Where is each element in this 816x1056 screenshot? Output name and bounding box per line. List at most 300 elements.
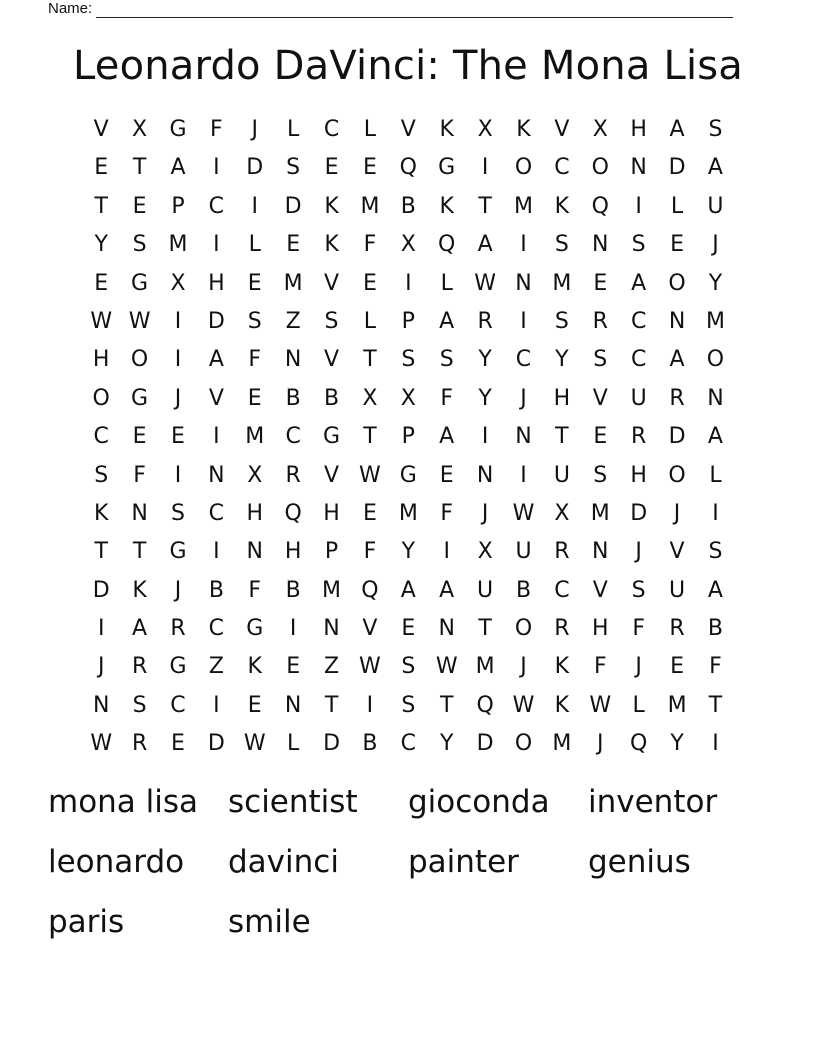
grid-cell[interactable]: G: [169, 539, 187, 565]
grid-cell[interactable]: A: [631, 270, 647, 296]
grid-cell[interactable]: C: [630, 308, 647, 334]
grid-cell[interactable]: M: [552, 270, 572, 296]
grid-cell[interactable]: M: [360, 193, 380, 219]
grid-cell[interactable]: D: [284, 193, 302, 219]
grid-cell[interactable]: J: [481, 500, 489, 526]
grid-cell[interactable]: K: [324, 232, 339, 258]
grid-cell[interactable]: S: [593, 462, 608, 488]
word-bank-item: paris: [48, 904, 125, 940]
grid-cell[interactable]: G: [246, 616, 264, 642]
grid-cell[interactable]: E: [670, 654, 684, 680]
grid-cell[interactable]: Z: [324, 654, 340, 680]
grid-cell[interactable]: T: [708, 692, 723, 718]
grid-cell[interactable]: I: [213, 155, 220, 181]
grid-cell[interactable]: A: [707, 424, 723, 450]
grid-cell[interactable]: I: [712, 500, 719, 526]
grid-cell[interactable]: S: [554, 232, 569, 258]
grid-cell[interactable]: Z: [208, 654, 224, 680]
grid-cell[interactable]: D: [207, 731, 225, 757]
grid-cell[interactable]: Q: [438, 232, 456, 258]
grid-cell[interactable]: R: [131, 731, 148, 757]
word-bank-item: painter: [408, 844, 519, 880]
grid-cell[interactable]: W: [243, 731, 266, 757]
grid-cell[interactable]: S: [286, 155, 301, 181]
grid-cell[interactable]: V: [208, 385, 224, 411]
grid-cell[interactable]: J: [174, 385, 182, 411]
grid-cell[interactable]: W: [90, 731, 113, 757]
grid-cell[interactable]: N: [92, 692, 110, 718]
grid-cell[interactable]: C: [208, 193, 225, 219]
grid-cell[interactable]: G: [131, 385, 149, 411]
grid-cell[interactable]: A: [707, 577, 723, 603]
grid-cell[interactable]: S: [324, 308, 339, 334]
grid-cell[interactable]: L: [287, 117, 300, 142]
grid-cell[interactable]: J: [597, 731, 604, 757]
grid-cell[interactable]: E: [247, 385, 262, 411]
grid-cell[interactable]: U: [707, 193, 724, 219]
grid-cell[interactable]: D: [323, 731, 341, 757]
grid-cell[interactable]: L: [248, 232, 261, 258]
grid-cell[interactable]: X: [132, 117, 148, 142]
grid-cell[interactable]: X: [554, 500, 570, 526]
grid-cell[interactable]: M: [514, 193, 533, 219]
grid-cell[interactable]: E: [94, 155, 109, 181]
grid-cell[interactable]: H: [630, 462, 647, 488]
grid-cell[interactable]: L: [287, 731, 300, 757]
grid-cell[interactable]: K: [324, 193, 339, 219]
grid-cell[interactable]: U: [477, 577, 494, 603]
grid-cell[interactable]: D: [668, 155, 686, 181]
grid-cell[interactable]: H: [323, 500, 340, 526]
grid-cell[interactable]: J: [174, 577, 182, 603]
grid-cell[interactable]: C: [208, 616, 225, 642]
grid-cell[interactable]: M: [705, 308, 725, 334]
grid-cell[interactable]: V: [362, 616, 378, 642]
grid-cell[interactable]: M: [283, 270, 303, 296]
grid-cell[interactable]: E: [593, 270, 608, 296]
grid-cell[interactable]: A: [208, 347, 224, 373]
grid-cell[interactable]: S: [94, 462, 109, 488]
grid-cell[interactable]: E: [247, 692, 262, 718]
grid-cell[interactable]: T: [363, 347, 377, 373]
grid-row: [82, 687, 735, 725]
grid-cell[interactable]: O: [668, 270, 686, 296]
grid-cell[interactable]: C: [515, 347, 532, 373]
grid-cell[interactable]: J: [712, 232, 719, 258]
grid-cell[interactable]: Q: [476, 692, 494, 718]
grid-cell[interactable]: P: [401, 424, 415, 450]
grid-cell[interactable]: A: [669, 347, 685, 373]
grid-cell[interactable]: X: [170, 270, 186, 296]
grid-cell[interactable]: D: [207, 308, 225, 334]
grid-cell[interactable]: G: [169, 117, 187, 142]
grid-cell[interactable]: I: [289, 616, 297, 642]
grid-cell[interactable]: M: [168, 232, 188, 258]
grid-cell[interactable]: I: [174, 462, 182, 488]
grid-cell[interactable]: D: [246, 155, 264, 181]
grid-cell[interactable]: I: [213, 539, 220, 565]
grid-cell[interactable]: E: [286, 654, 301, 680]
grid-cell[interactable]: E: [362, 500, 377, 526]
grid-cell[interactable]: Q: [630, 731, 648, 757]
grid-cell[interactable]: F: [593, 654, 607, 680]
grid-cell[interactable]: L: [709, 462, 722, 488]
grid-cell[interactable]: S: [401, 692, 416, 718]
grid-cell[interactable]: O: [514, 731, 533, 757]
grid-cell[interactable]: H: [284, 539, 302, 565]
grid-cell[interactable]: S: [247, 308, 262, 334]
grid-cell[interactable]: Y: [670, 731, 684, 757]
grid-cell[interactable]: L: [363, 308, 377, 334]
grid-cell[interactable]: Q: [361, 577, 379, 603]
grid-cell[interactable]: V: [324, 462, 340, 488]
grid-cell[interactable]: E: [132, 193, 147, 219]
grid-cell[interactable]: W: [128, 308, 151, 334]
grid-cell[interactable]: N: [668, 308, 686, 334]
grid-cell[interactable]: U: [515, 539, 532, 565]
name-line[interactable]: [96, 3, 733, 18]
grid-cell[interactable]: I: [251, 193, 258, 219]
grid-cell[interactable]: O: [514, 616, 533, 642]
grid-cell[interactable]: B: [323, 385, 340, 411]
grid-cell[interactable]: B: [208, 577, 224, 603]
grid-cell[interactable]: E: [132, 424, 147, 450]
grid-cell[interactable]: V: [324, 270, 340, 296]
grid-cell[interactable]: Y: [478, 385, 492, 411]
grid-cell[interactable]: E: [247, 270, 262, 296]
grid-cell[interactable]: M: [590, 500, 610, 526]
grid-cell[interactable]: C: [93, 424, 109, 450]
grid-cell[interactable]: T: [94, 539, 108, 565]
grid-cell[interactable]: C: [630, 347, 647, 373]
grid-cell[interactable]: D: [630, 500, 648, 526]
grid-cell[interactable]: W: [512, 692, 535, 718]
grid-cell[interactable]: U: [630, 385, 647, 411]
grid-cell[interactable]: B: [362, 731, 378, 757]
grid-cell[interactable]: W: [589, 692, 612, 718]
grid-cell[interactable]: H: [246, 500, 264, 526]
grid-cell[interactable]: V: [669, 539, 685, 565]
grid-cell[interactable]: M: [475, 654, 495, 680]
grid-cell[interactable]: G: [438, 155, 456, 181]
grid-cell[interactable]: E: [286, 232, 301, 258]
grid-cell[interactable]: X: [362, 385, 378, 411]
grid-cell[interactable]: X: [247, 462, 263, 488]
grid-cell[interactable]: L: [440, 270, 453, 296]
grid-cell[interactable]: F: [210, 117, 223, 142]
grid-cell[interactable]: J: [635, 539, 642, 565]
grid-row: [82, 418, 735, 456]
grid-cell[interactable]: E: [593, 424, 608, 450]
grid-cell[interactable]: X: [592, 117, 608, 142]
grid-cell[interactable]: S: [631, 577, 646, 603]
grid-cell[interactable]: B: [515, 577, 532, 603]
grid-cell[interactable]: N: [515, 424, 532, 450]
grid-cell[interactable]: J: [520, 654, 527, 680]
grid-cell[interactable]: K: [554, 193, 570, 219]
grid-cell[interactable]: E: [439, 462, 454, 488]
grid-cell[interactable]: E: [94, 270, 109, 296]
grid-cell[interactable]: F: [133, 462, 146, 488]
grid-cell[interactable]: S: [401, 347, 416, 373]
grid-cell[interactable]: D: [668, 424, 686, 450]
grid-cell[interactable]: M: [667, 692, 687, 718]
grid-cell[interactable]: T: [132, 539, 147, 565]
grid-cell[interactable]: A: [439, 308, 455, 334]
grid-cell[interactable]: S: [708, 539, 723, 565]
grid-cell[interactable]: I: [443, 539, 450, 565]
grid-cell[interactable]: U: [669, 577, 686, 603]
grid-cell[interactable]: X: [400, 385, 416, 411]
word-bank-item: smile: [228, 904, 311, 940]
grid-cell[interactable]: X: [477, 117, 493, 142]
grid-cell[interactable]: U: [553, 462, 570, 488]
grid-cell[interactable]: E: [362, 270, 377, 296]
grid-cell[interactable]: C: [554, 577, 570, 603]
grid-cell[interactable]: W: [474, 270, 496, 296]
grid-cell[interactable]: A: [132, 616, 148, 642]
grid-row: [82, 495, 735, 533]
grid-cell[interactable]: K: [439, 193, 454, 219]
grid-cell[interactable]: V: [592, 577, 608, 603]
grid-cell[interactable]: A: [669, 117, 685, 142]
grid-cell[interactable]: Y: [478, 347, 492, 373]
grid-cell[interactable]: T: [478, 193, 492, 219]
grid-cell[interactable]: Z: [285, 308, 301, 334]
grid-cell[interactable]: V: [400, 117, 416, 142]
grid-cell[interactable]: O: [668, 462, 686, 488]
grid-cell[interactable]: I: [520, 232, 527, 258]
grid-cell[interactable]: D: [476, 731, 494, 757]
grid-cell[interactable]: I: [712, 731, 719, 757]
grid-cell[interactable]: I: [366, 692, 374, 718]
grid-cell[interactable]: S: [170, 500, 185, 526]
grid-cell[interactable]: O: [591, 155, 609, 181]
grid-cell[interactable]: J: [673, 500, 681, 526]
grid-cell[interactable]: I: [213, 692, 220, 718]
grid-cell[interactable]: B: [707, 616, 723, 642]
grid-cell[interactable]: M: [552, 731, 572, 757]
grid-cell[interactable]: S: [132, 692, 147, 718]
grid-cell[interactable]: M: [322, 577, 342, 603]
grid-cell[interactable]: R: [631, 424, 647, 450]
grid-cell[interactable]: I: [520, 462, 527, 488]
grid-cell[interactable]: I: [481, 424, 489, 450]
grid-row: [82, 380, 735, 418]
grid-cell[interactable]: F: [440, 385, 454, 411]
grid-cell[interactable]: T: [324, 692, 339, 718]
grid-cell[interactable]: G: [169, 654, 187, 680]
grid-cell[interactable]: M: [398, 500, 418, 526]
grid-cell[interactable]: R: [669, 385, 685, 411]
grid-cell[interactable]: R: [477, 308, 493, 334]
grid-cell[interactable]: I: [213, 232, 220, 258]
grid-cell[interactable]: C: [554, 155, 570, 181]
grid-cell[interactable]: R: [285, 462, 301, 488]
grid-cell[interactable]: O: [514, 155, 533, 181]
grid-cell[interactable]: N: [592, 539, 609, 565]
grid-cell[interactable]: E: [362, 155, 377, 181]
grid-cell[interactable]: T: [94, 193, 108, 219]
grid-cell[interactable]: X: [400, 232, 416, 258]
word-bank-item: gioconda: [408, 784, 550, 820]
grid-cell[interactable]: Q: [591, 193, 609, 219]
grid-cell[interactable]: Y: [708, 270, 723, 296]
grid-cell[interactable]: C: [400, 731, 416, 757]
grid-cell[interactable]: S: [554, 308, 569, 334]
grid-cell[interactable]: A: [439, 424, 455, 450]
grid-cell[interactable]: T: [555, 424, 569, 450]
grid-cell[interactable]: N: [438, 616, 455, 642]
grid-cell[interactable]: K: [516, 117, 531, 142]
grid-cell[interactable]: H: [92, 347, 110, 373]
grid-cell[interactable]: C: [285, 424, 301, 450]
grid-cell[interactable]: P: [401, 308, 415, 334]
grid-cell[interactable]: N: [630, 155, 647, 181]
grid-cell[interactable]: F: [632, 616, 645, 642]
grid-cell[interactable]: D: [92, 577, 110, 603]
grid-cell[interactable]: J: [251, 117, 258, 142]
grid-cell[interactable]: Y: [555, 347, 569, 373]
word-bank-item: mona lisa: [48, 784, 199, 820]
grid-cell[interactable]: I: [174, 308, 182, 334]
grid-cell[interactable]: F: [363, 539, 377, 565]
grid-cell[interactable]: J: [635, 654, 642, 680]
grid-cell[interactable]: H: [592, 616, 609, 642]
grid-cell[interactable]: S: [593, 347, 608, 373]
grid-cell[interactable]: O: [130, 347, 149, 373]
grid-cell[interactable]: G: [131, 270, 149, 296]
grid-cell[interactable]: S: [401, 654, 416, 680]
grid-cell[interactable]: N: [208, 462, 225, 488]
grid-cell[interactable]: V: [554, 117, 570, 142]
grid-cell[interactable]: P: [171, 193, 185, 219]
grid-cell[interactable]: R: [131, 654, 148, 680]
grid-cell[interactable]: T: [478, 616, 492, 642]
grid-cell[interactable]: T: [363, 424, 377, 450]
grid-cell[interactable]: W: [359, 654, 381, 680]
grid-cell[interactable]: T: [132, 155, 147, 181]
grid-cell[interactable]: R: [592, 308, 608, 334]
grid-cell[interactable]: I: [520, 308, 527, 334]
grid-cell[interactable]: W: [90, 308, 113, 334]
grid-cell[interactable]: K: [439, 117, 454, 142]
grid-cell[interactable]: F: [709, 654, 722, 680]
grid-cell[interactable]: Y: [94, 232, 108, 258]
grid-cell[interactable]: R: [669, 616, 685, 642]
grid-cell[interactable]: W: [435, 654, 458, 680]
grid-cell[interactable]: I: [481, 155, 489, 181]
grid-cell[interactable]: C: [208, 500, 225, 526]
grid-cell[interactable]: Q: [284, 500, 302, 526]
grid-cell[interactable]: T: [439, 692, 454, 718]
grid-cell[interactable]: S: [132, 232, 147, 258]
grid-cell[interactable]: W: [512, 500, 535, 526]
grid-cell[interactable]: O: [92, 385, 110, 411]
grid-cell[interactable]: R: [554, 616, 570, 642]
grid-cell[interactable]: J: [97, 654, 105, 680]
grid-cell[interactable]: H: [553, 385, 571, 411]
grid-cell[interactable]: P: [324, 539, 339, 565]
grid-cell[interactable]: G: [323, 424, 341, 450]
grid-cell[interactable]: R: [170, 616, 186, 642]
grid-cell[interactable]: A: [170, 155, 186, 181]
grid-cell[interactable]: N: [284, 692, 302, 718]
grid-cell[interactable]: A: [439, 577, 455, 603]
grid-cell[interactable]: N: [592, 232, 609, 258]
grid-cell[interactable]: F: [363, 232, 377, 258]
grid-cell[interactable]: N: [476, 462, 494, 488]
grid-cell[interactable]: F: [440, 500, 454, 526]
grid-cell[interactable]: A: [400, 577, 416, 603]
grid-cell[interactable]: Y: [439, 731, 454, 757]
word-bank-item: leonardo: [48, 844, 185, 880]
grid-cell[interactable]: B: [285, 385, 301, 411]
grid-cell[interactable]: A: [707, 155, 723, 181]
grid-cell[interactable]: B: [285, 577, 301, 603]
grid-cell[interactable]: I: [174, 347, 182, 373]
grid-cell[interactable]: L: [632, 692, 645, 718]
grid-cell[interactable]: K: [247, 654, 262, 680]
grid-cell[interactable]: W: [359, 462, 381, 488]
grid-cell[interactable]: Q: [399, 155, 417, 181]
grid-cell[interactable]: O: [706, 347, 725, 373]
grid-cell[interactable]: E: [401, 616, 416, 642]
grid-cell[interactable]: E: [171, 424, 185, 450]
grid-cell[interactable]: E: [171, 731, 185, 757]
grid-cell[interactable]: H: [208, 270, 225, 296]
grid-cell[interactable]: I: [213, 424, 220, 450]
grid-cell[interactable]: V: [324, 347, 340, 373]
grid-cell[interactable]: F: [248, 347, 262, 373]
grid-cell[interactable]: L: [670, 193, 684, 219]
grid-cell[interactable]: F: [248, 577, 262, 603]
grid-cell[interactable]: X: [477, 539, 493, 565]
grid-cell[interactable]: I: [635, 193, 642, 219]
grid-cell[interactable]: A: [477, 232, 493, 258]
grid-cell[interactable]: S: [439, 347, 454, 373]
grid-cell[interactable]: V: [93, 117, 109, 142]
grid-cell[interactable]: H: [630, 117, 647, 142]
grid-cell[interactable]: N: [246, 539, 263, 565]
grid-cell[interactable]: N: [323, 616, 340, 642]
grid-cell[interactable]: S: [631, 232, 646, 258]
grid-cell[interactable]: K: [93, 500, 109, 526]
grid-cell[interactable]: E: [324, 155, 339, 181]
grid-cell[interactable]: E: [670, 232, 684, 258]
grid-cell[interactable]: N: [515, 270, 532, 296]
grid-cell[interactable]: J: [520, 385, 527, 411]
grid-cell[interactable]: N: [131, 500, 148, 526]
grid-cell[interactable]: K: [554, 654, 570, 680]
grid-cell[interactable]: S: [708, 117, 723, 142]
grid-cell[interactable]: C: [170, 692, 186, 718]
grid-cell[interactable]: Y: [401, 539, 416, 565]
grid-cell[interactable]: K: [554, 692, 570, 718]
grid-cell[interactable]: R: [554, 539, 570, 565]
grid-cell[interactable]: C: [323, 117, 340, 142]
grid-cell[interactable]: K: [132, 577, 147, 603]
grid-cell[interactable]: V: [592, 385, 608, 411]
grid-cell[interactable]: L: [363, 117, 377, 142]
grid-cell[interactable]: I: [405, 270, 412, 296]
grid-cell[interactable]: B: [400, 193, 416, 219]
grid-cell[interactable]: M: [245, 424, 265, 450]
grid-cell[interactable]: G: [399, 462, 417, 488]
grid-cell[interactable]: N: [284, 347, 302, 373]
grid-cell[interactable]: N: [707, 385, 724, 411]
grid-cell[interactable]: I: [97, 616, 105, 642]
